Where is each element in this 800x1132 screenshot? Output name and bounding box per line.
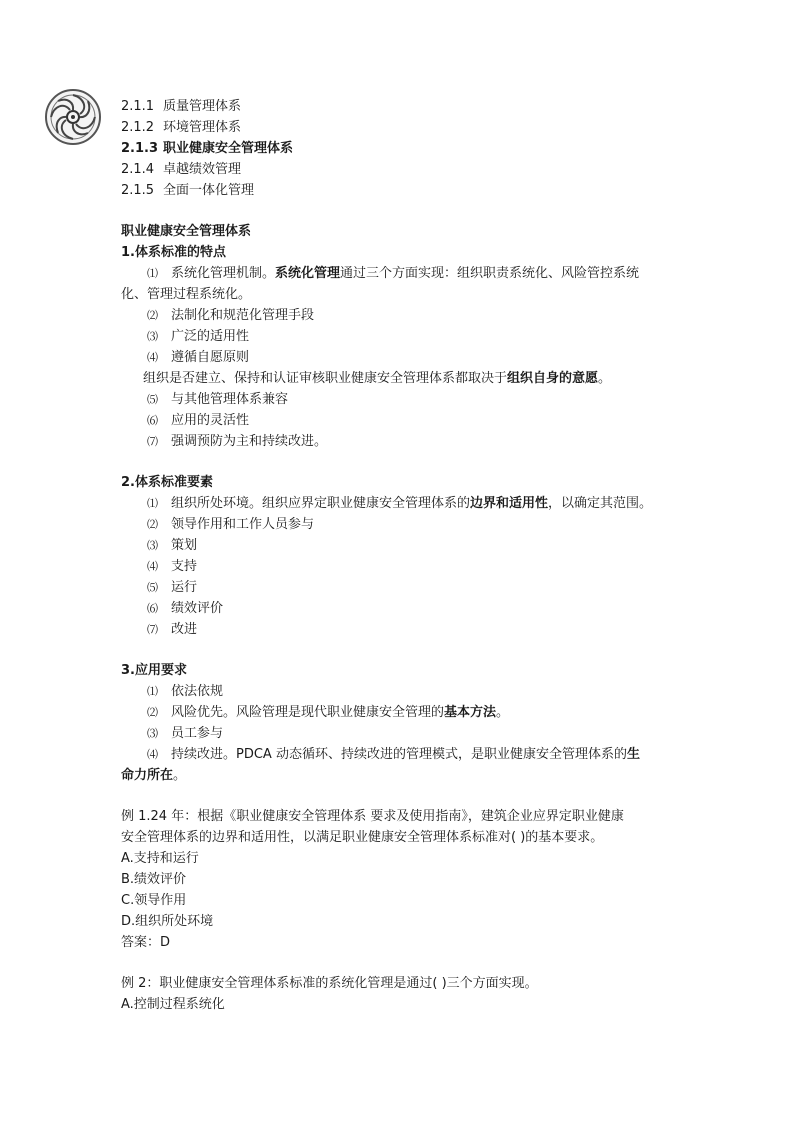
answer: 答案：D	[121, 935, 171, 950]
heading-1: 1.体系标准的特点	[121, 245, 226, 260]
toc-item: 2.1.5 全面一体化管理	[121, 183, 255, 198]
example-question-continuation: 安全管理体系的边界和适用性，以满足职业健康安全管理体系标准对( )的基本要求。	[121, 830, 604, 845]
note-paragraph: 组织是否建立、保持和认证审核职业健康安全管理体系都取决于组织自身的意愿。	[143, 371, 612, 386]
list-item: ⑹ 应用的灵活性	[147, 413, 250, 428]
list-item: ⑶ 员工参与	[147, 726, 224, 741]
toc-list	[121, 96, 741, 201]
option-d: D.组织所处环境	[121, 914, 214, 929]
list-item-continuation: 化、管理过程系统化。	[121, 287, 252, 302]
option-b: B.绩效评价	[121, 872, 187, 887]
list-item: ⑵ 领导作用和工作人员参与	[147, 517, 315, 532]
list-item: ⑸ 运行	[147, 580, 198, 595]
list-item: ⑸ 与其他管理体系兼容	[147, 392, 289, 407]
heading-3: 3.应用要求	[121, 663, 187, 678]
list-item: ⑶ 策划	[147, 538, 198, 553]
list-item: ⑵ 法制化和规范化管理手段	[147, 308, 315, 323]
list-item: ⑴ 依法依规	[147, 684, 224, 699]
option-a: A.控制过程系统化	[121, 997, 225, 1012]
list-item: ⑵ 风险优先。风险管理是现代职业健康安全管理的基本方法。	[147, 705, 510, 720]
list-item: ⑺ 强调预防为主和持续改进。	[147, 434, 328, 449]
list-item: ⑴ 组织所处环境。组织应界定职业健康安全管理体系的边界和适用性，以确定其范围。	[147, 496, 653, 511]
section-title: 职业健康安全管理体系	[121, 224, 252, 239]
list-item: ⑺ 改进	[147, 622, 198, 637]
option-c: C.领导作用	[121, 893, 187, 908]
swirl-logo-icon	[44, 88, 102, 146]
toc-item: 2.1.4 卓越绩效管理	[121, 162, 242, 177]
list-item: ⑹ 绩效评价	[147, 601, 224, 616]
list-item: ⑷ 持续改进。PDCA 动态循环、持续改进的管理模式，是职业健康安全管理体系的生	[147, 747, 640, 762]
toc-item: 2.1.2 环境管理体系	[121, 120, 242, 135]
toc-item-current: 2.1.3 职业健康安全管理体系	[121, 141, 294, 156]
document-body	[121, 96, 741, 1015]
toc-item: 2.1.1 质量管理体系	[121, 99, 242, 114]
heading-2: 2.体系标准要素	[121, 475, 213, 490]
list-item: ⑷ 遵循自愿原则	[147, 350, 250, 365]
example-question: 例 1.24 年：根据《职业健康安全管理体系 要求及使用指南》，建筑企业应界定职业健康	[121, 809, 624, 824]
example-question: 例 2：职业健康安全管理体系标准的系统化管理是通过( )三个方面实现。	[121, 976, 538, 991]
list-item: ⑶ 广泛的适用性	[147, 329, 250, 344]
list-item-continuation: 命力所在。	[121, 768, 187, 783]
list-item: ⑴ 系统化管理机制。系统化管理通过三个方面实现：组织职责系统化、风险管控系统	[147, 266, 640, 281]
option-a: A.支持和运行	[121, 851, 199, 866]
list-item: ⑷ 支持	[147, 559, 198, 574]
